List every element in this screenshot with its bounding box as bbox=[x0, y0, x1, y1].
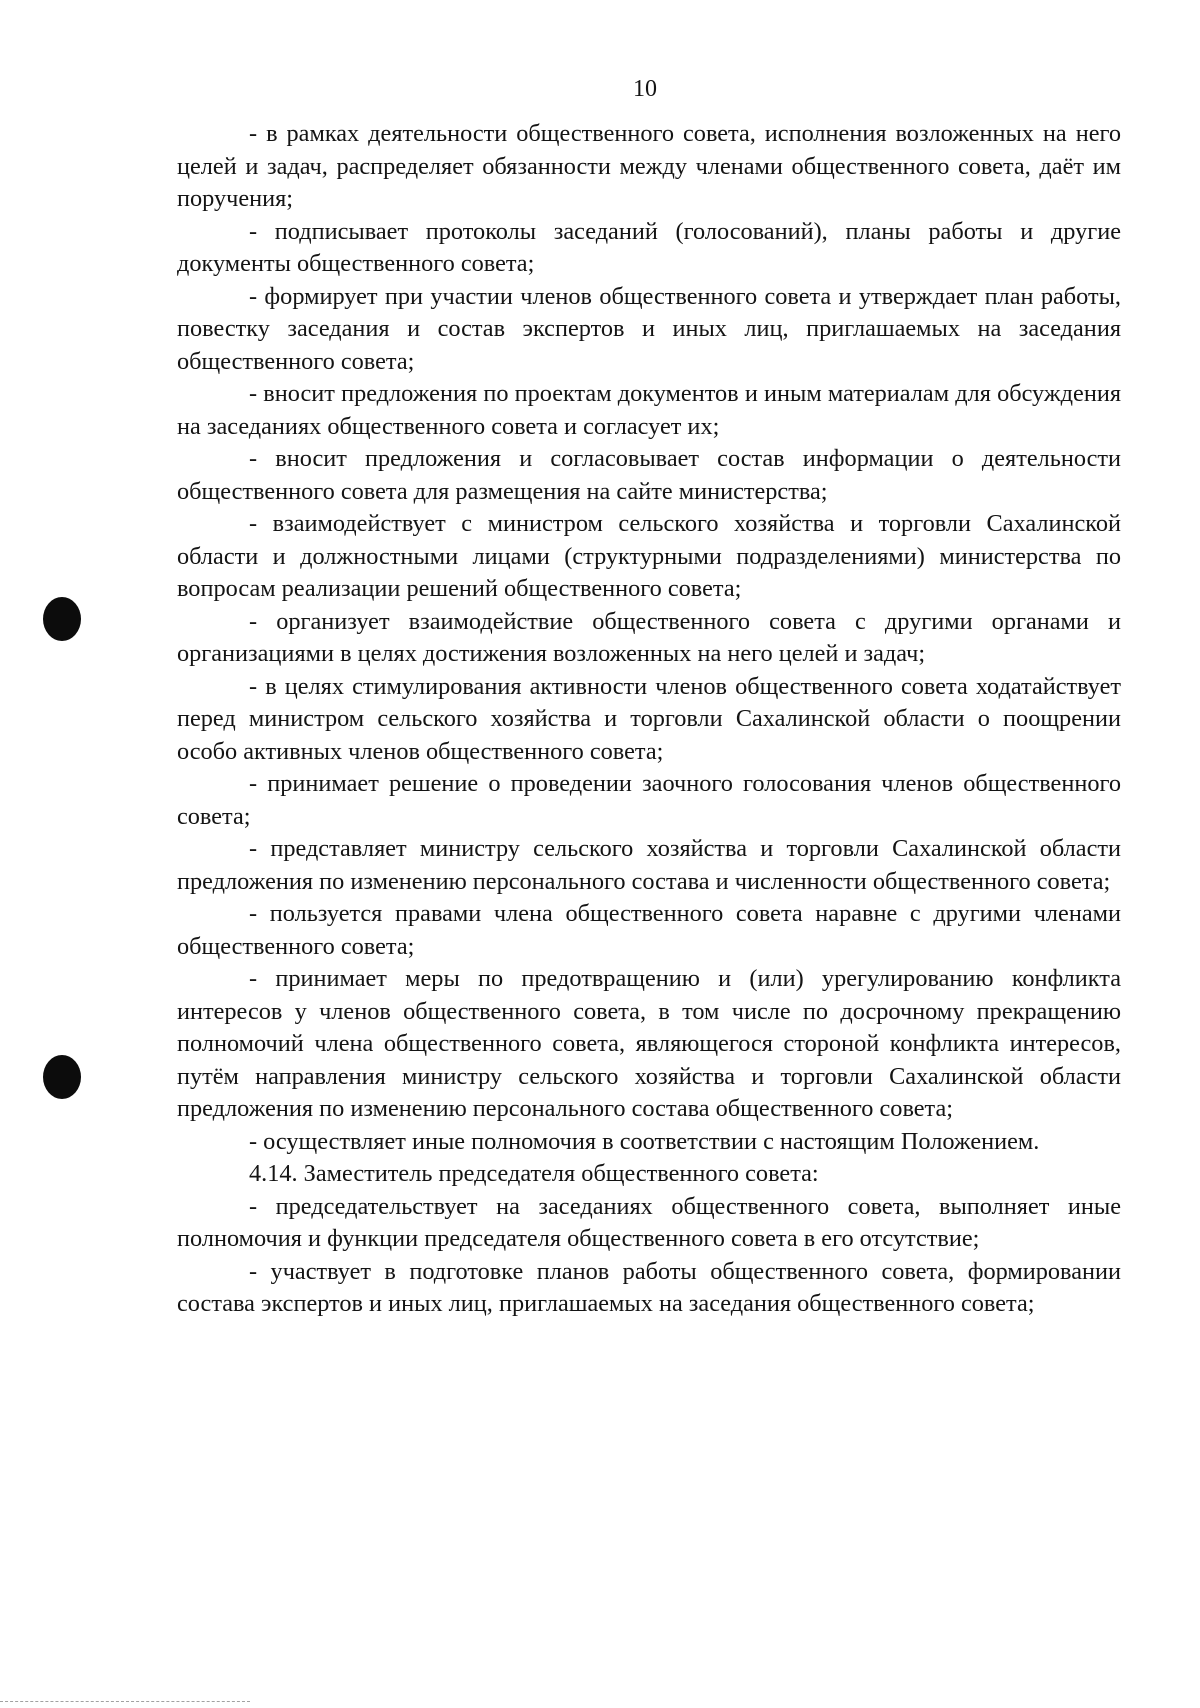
punch-hole-mark bbox=[43, 597, 81, 641]
paragraph: - в рамках деятельности общественного совета, исполнения возложенных на него целей и задач, распределяет обязанности между членами общественного совета, даёт им поручения; bbox=[177, 120, 1121, 212]
punch-hole-mark bbox=[43, 1055, 81, 1099]
paragraph: - представляет министру сельского хозяйства и торговли Сахалинской области предложения по изменению персонального состава и численности общественного совета; bbox=[177, 835, 1121, 895]
scan-edge-line bbox=[0, 1701, 250, 1704]
paragraph: - организует взаимодействие общественного совета с другими органами и организациями в целях достижения возложенных на него целей и задач; bbox=[177, 607, 1121, 667]
paragraph: - председательствует на заседаниях общественного совета, выполняет иные полномочия и функции председателя общественного совета в его отсутствие; bbox=[177, 1192, 1121, 1252]
paragraph: - вносит предложения и согласовывает состав информации о деятельности общественного совета для размещения на сайте министерства; bbox=[177, 445, 1121, 505]
paragraph: - принимает решение о проведении заочного голосования членов общественного совета; bbox=[177, 770, 1121, 830]
paragraph: - взаимодействует с министром сельского хозяйства и торговли Сахалинской области и должностными лицами (структурными подразделениями) министерства по вопросам реализации решений общественного совета; bbox=[177, 510, 1121, 602]
paragraph: - в целях стимулирования активности членов общественного совета ходатайствует перед министром сельского хозяйства и торговли Сахалинской области о поощрении особо активных членов общественного совета; bbox=[177, 672, 1121, 765]
paragraph: - принимает меры по предотвращению и (или) урегулированию конфликта интересов у членов общественного совета, в том числе по досрочному прекращению полномочий члена общественного совета, являющегося стороной конфликта интересов, путём направления министру сельского хозяйства и торговли Сахалинской области предложения по изменению персонального состава общественного совета; bbox=[177, 965, 1121, 1122]
paragraph: - участвует в подготовке планов работы общественного совета, формировании состава экспертов и иных лиц, приглашаемых на заседания общественного совета; bbox=[177, 1257, 1121, 1317]
paragraph: - подписывает протоколы заседаний (голосований), планы работы и другие документы общественного совета; bbox=[177, 217, 1121, 277]
paragraph: - осуществляет иные полномочия в соответствии с настоящим Положением. bbox=[249, 1127, 1040, 1155]
section-heading: 4.14. Заместитель председателя общественного совета: bbox=[249, 1160, 819, 1187]
document-body bbox=[177, 118, 1121, 1321]
paragraph: - пользуется правами члена общественного совета наравне с другими членами общественного совета; bbox=[177, 900, 1121, 960]
paragraph: - вносит предложения по проектам документов и иным материалам для обсуждения на заседаниях общественного совета и согласует их; bbox=[177, 380, 1121, 440]
paragraph: - формирует при участии членов общественного совета и утверждает план работы, повестку заседания и состав экспертов и иных лиц, приглашаемых на заседания общественного совета; bbox=[177, 282, 1121, 375]
page-number: 10 bbox=[633, 76, 657, 102]
